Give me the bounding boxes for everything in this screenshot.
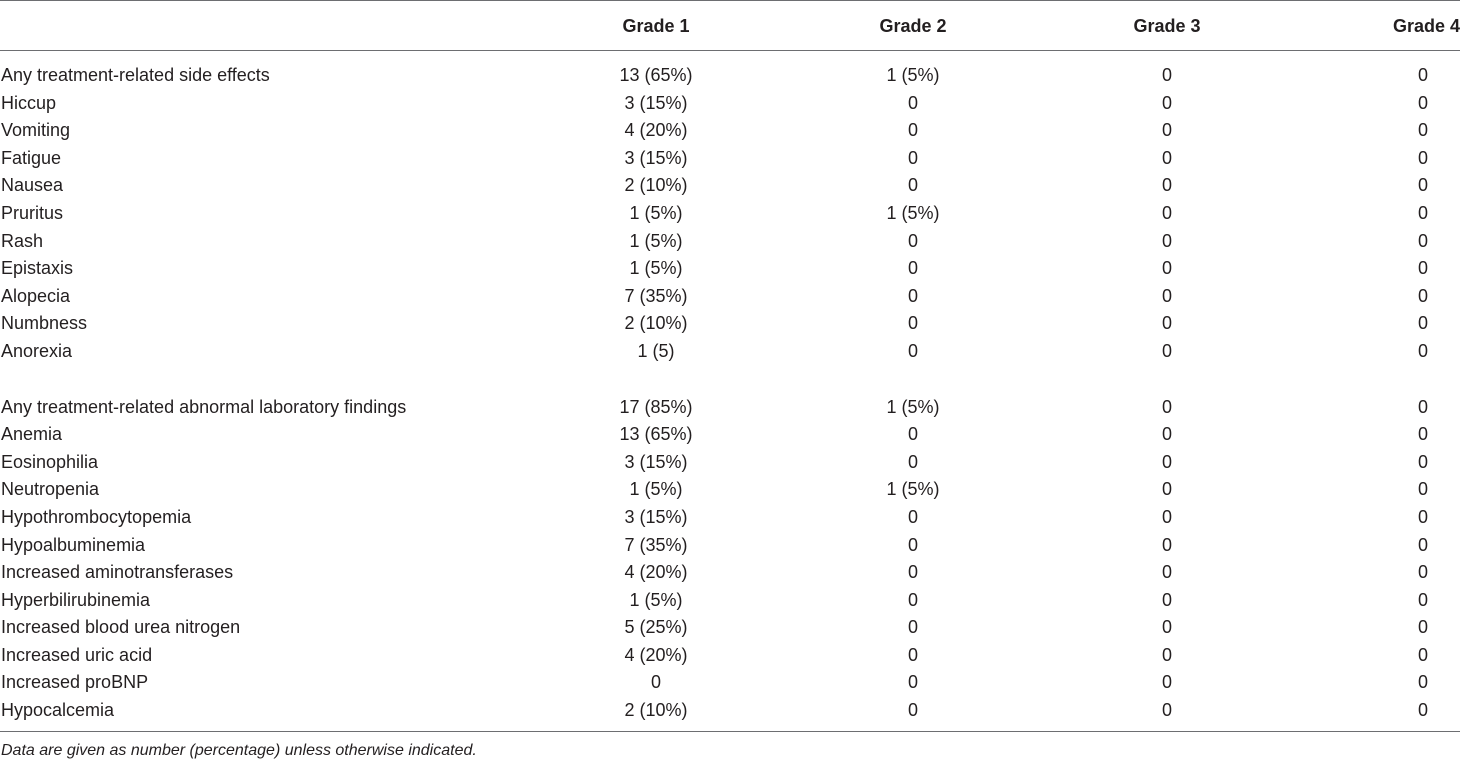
cell-grade-3: 0 [1161, 562, 1172, 583]
cell-grade-4: 0 [1417, 175, 1428, 196]
cell-grade-3: 0 [1161, 479, 1172, 500]
cell-grade-1: 3 (15%) [624, 147, 688, 168]
cell-grade-2: 0 [907, 700, 918, 721]
cell-grade-1: 7 (35%) [624, 534, 688, 555]
cell-grade-2: 1 (5%) [886, 202, 940, 223]
cell-grade-3: 0 [1161, 92, 1172, 113]
cell-grade-1: 17 (85%) [619, 396, 693, 417]
cell-grade-2: 0 [907, 534, 918, 555]
table-row [0, 283, 1460, 311]
cell-grade-2: 0 [907, 562, 918, 583]
cell-grade-2: 0 [907, 644, 918, 665]
section-spacer [0, 366, 1460, 394]
cell-grade-1: 4 (20%) [624, 120, 688, 141]
cell-grade-4: 0 [1417, 644, 1428, 665]
cell-grade-1: 2 (10%) [624, 700, 688, 721]
cell-grade-4: 0 [1417, 258, 1428, 279]
table-row [0, 338, 1460, 366]
cell-grade-3: 0 [1161, 644, 1172, 665]
table-row [0, 145, 1460, 173]
table-row [0, 449, 1460, 477]
table-row [0, 172, 1460, 200]
table-row [0, 421, 1460, 449]
row-label: Increased proBNP [1, 672, 149, 693]
cell-grade-4: 0 [1417, 562, 1428, 583]
cell-grade-4: 0 [1417, 589, 1428, 610]
cell-grade-2: 0 [907, 506, 918, 527]
table-row [0, 117, 1460, 145]
header-grade-4: Grade 4 [1392, 16, 1460, 36]
row-label: Hypocalcemia [1, 700, 115, 721]
row-label: Increased blood urea nitrogen [1, 617, 241, 638]
header-grade-1: Grade 1 [622, 16, 690, 36]
cell-grade-3: 0 [1161, 424, 1172, 445]
table-row [0, 62, 1460, 90]
cell-grade-4: 0 [1417, 424, 1428, 445]
row-label: Any treatment-related side effects [1, 65, 270, 85]
cell-grade-1: 1 (5%) [629, 589, 683, 610]
cell-grade-1: 2 (10%) [624, 175, 688, 196]
cell-grade-4: 0 [1417, 617, 1428, 638]
cell-grade-2: 0 [907, 617, 918, 638]
cell-grade-2: 0 [907, 285, 918, 306]
cell-grade-4: 0 [1417, 479, 1428, 500]
cell-grade-3: 0 [1161, 340, 1172, 361]
cell-grade-4: 0 [1417, 202, 1428, 223]
cell-grade-4: 0 [1417, 534, 1428, 555]
table-row [0, 559, 1460, 587]
cell-grade-4: 0 [1417, 120, 1428, 141]
cell-grade-3: 0 [1161, 451, 1172, 472]
table-row [0, 532, 1460, 560]
cell-grade-2: 1 (5%) [886, 65, 940, 85]
header-rule [0, 50, 1460, 51]
table-row [0, 200, 1460, 228]
table-row [0, 90, 1460, 118]
row-label: Anorexia [1, 340, 73, 361]
cell-grade-2: 0 [907, 672, 918, 693]
cell-grade-3: 0 [1161, 506, 1172, 527]
cell-grade-3: 0 [1161, 313, 1172, 334]
cell-grade-3: 0 [1161, 700, 1172, 721]
cell-grade-4: 0 [1417, 313, 1428, 334]
cell-grade-3: 0 [1161, 65, 1172, 85]
cell-grade-4: 0 [1417, 340, 1428, 361]
cell-grade-1: 1 (5) [637, 340, 675, 361]
cell-grade-4: 0 [1417, 451, 1428, 472]
cell-grade-3: 0 [1161, 175, 1172, 196]
cell-grade-3: 0 [1161, 230, 1172, 251]
cell-grade-1: 3 (15%) [624, 92, 688, 113]
cell-grade-3: 0 [1161, 589, 1172, 610]
cell-grade-2: 0 [907, 175, 918, 196]
table-row [0, 476, 1460, 504]
cell-grade-4: 0 [1417, 396, 1428, 417]
cell-grade-1: 3 (15%) [624, 451, 688, 472]
row-label: Eosinophilia [1, 451, 99, 472]
header-grade-3: Grade 3 [1133, 16, 1201, 36]
table-row [0, 394, 1460, 422]
cell-grade-3: 0 [1161, 672, 1172, 693]
cell-grade-2: 0 [907, 120, 918, 141]
row-label: Anemia [1, 424, 63, 445]
cell-grade-2: 0 [907, 340, 918, 361]
cell-grade-4: 0 [1417, 285, 1428, 306]
cell-grade-4: 0 [1417, 147, 1428, 168]
cell-grade-1: 13 (65%) [619, 65, 693, 85]
row-label: Alopecia [1, 285, 71, 306]
cell-grade-1: 0 [650, 672, 661, 693]
table-header-row [0, 0, 1460, 50]
row-label: Vomiting [1, 120, 71, 141]
cell-grade-2: 0 [907, 424, 918, 445]
table-row [0, 642, 1460, 670]
table-row [0, 310, 1460, 338]
table-row [0, 587, 1460, 615]
cell-grade-3: 0 [1161, 202, 1172, 223]
row-label: Numbness [1, 313, 88, 334]
cell-grade-4: 0 [1417, 506, 1428, 527]
cell-grade-3: 0 [1161, 147, 1172, 168]
cell-grade-3: 0 [1161, 396, 1172, 417]
row-label: Increased uric acid [1, 644, 153, 665]
cell-grade-3: 0 [1161, 120, 1172, 141]
cell-grade-2: 1 (5%) [886, 396, 940, 417]
row-label: Any treatment-related abnormal laboratory findings [1, 396, 407, 417]
table-row [0, 614, 1460, 642]
row-label: Hypothrombocytopemia [1, 506, 192, 527]
row-label: Hypoalbuminemia [1, 534, 146, 555]
cell-grade-4: 0 [1417, 92, 1428, 113]
cell-grade-2: 0 [907, 313, 918, 334]
cell-grade-4: 0 [1417, 230, 1428, 251]
cell-grade-4: 0 [1417, 700, 1428, 721]
table-row [0, 504, 1460, 532]
row-label: Rash [1, 230, 44, 251]
cell-grade-1: 4 (20%) [624, 562, 688, 583]
cell-grade-2: 0 [907, 147, 918, 168]
cell-grade-1: 13 (65%) [619, 424, 693, 445]
table-row [0, 669, 1460, 697]
cell-grade-1: 3 (15%) [624, 506, 688, 527]
row-label: Increased aminotransferases [1, 562, 234, 583]
cell-grade-1: 1 (5%) [629, 202, 683, 223]
cell-grade-2: 0 [907, 258, 918, 279]
cell-grade-3: 0 [1161, 258, 1172, 279]
cell-grade-1: 1 (5%) [629, 230, 683, 251]
cell-grade-3: 0 [1161, 534, 1172, 555]
row-label: Epistaxis [1, 258, 74, 279]
cell-grade-1: 2 (10%) [624, 313, 688, 334]
cell-grade-2: 1 (5%) [886, 479, 940, 500]
row-label: Pruritus [1, 202, 64, 223]
cell-grade-2: 0 [907, 230, 918, 251]
row-label: Hiccup [1, 92, 57, 113]
bottom-rule [0, 731, 1460, 732]
cell-grade-2: 0 [907, 92, 918, 113]
table-row [0, 255, 1460, 283]
cell-grade-2: 0 [907, 451, 918, 472]
cell-grade-1: 5 (25%) [624, 617, 688, 638]
cell-grade-1: 7 (35%) [624, 285, 688, 306]
row-label: Nausea [1, 175, 64, 196]
table-footnote: Data are given as number (percentage) unless otherwise indicated. [1, 742, 477, 759]
cell-grade-1: 4 (20%) [624, 644, 688, 665]
table-row [0, 697, 1460, 725]
cell-grade-3: 0 [1161, 617, 1172, 638]
header-grade-2: Grade 2 [879, 16, 947, 36]
cell-grade-1: 1 (5%) [629, 479, 683, 500]
cell-grade-4: 0 [1417, 65, 1428, 85]
row-label: Fatigue [1, 147, 62, 168]
row-label: Hyperbilirubinemia [1, 589, 151, 610]
cell-grade-3: 0 [1161, 285, 1172, 306]
cell-grade-4: 0 [1417, 672, 1428, 693]
table-row [0, 228, 1460, 256]
row-label: Neutropenia [1, 479, 100, 500]
cell-grade-1: 1 (5%) [629, 258, 683, 279]
table-body [0, 62, 1460, 725]
cell-grade-2: 0 [907, 589, 918, 610]
